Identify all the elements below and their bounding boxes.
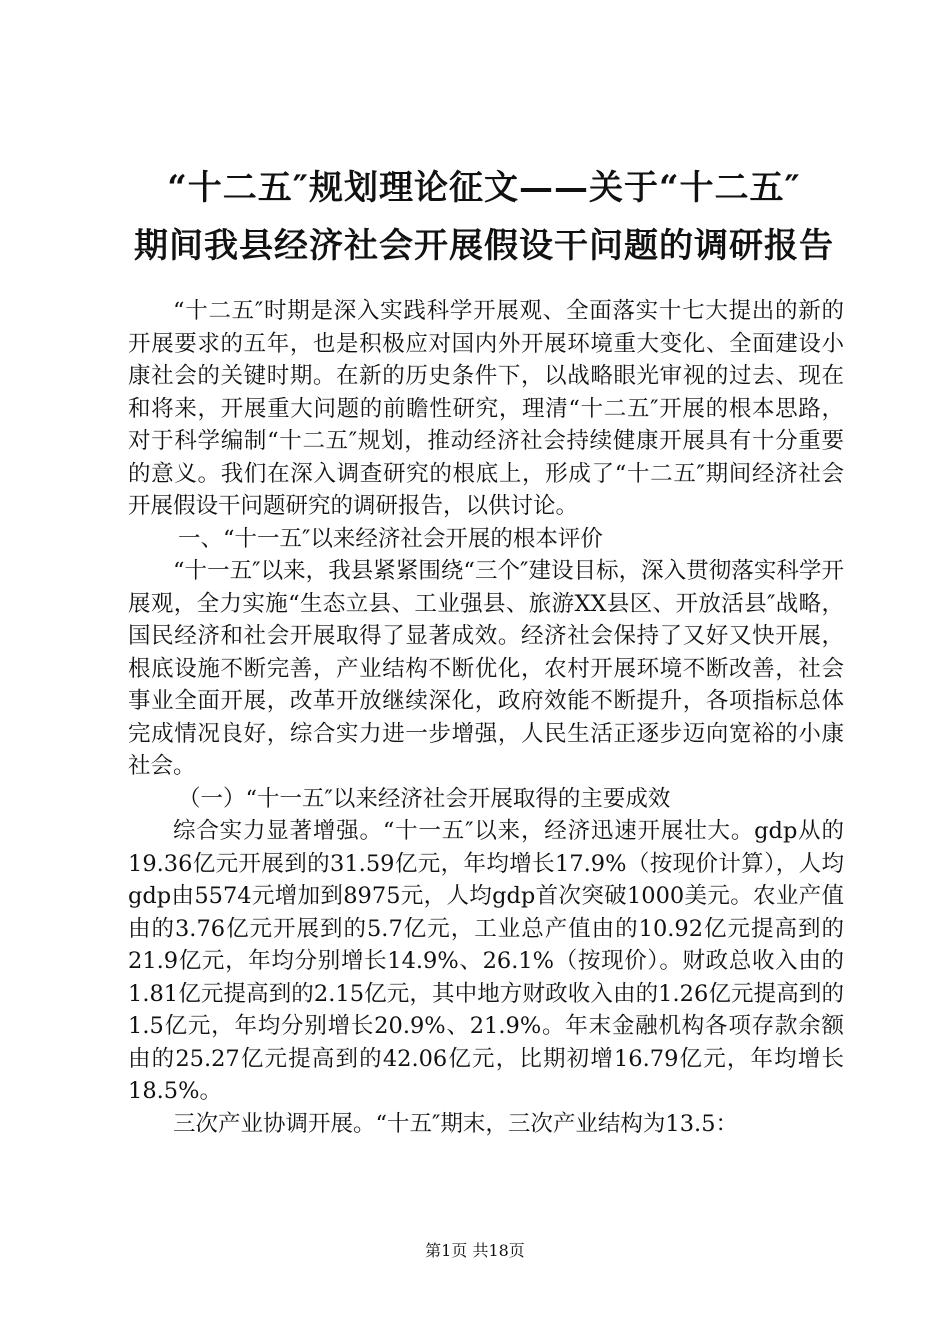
intro-paragraph: “十二五″时期是深入实践科学开展观、全面落实十七大提出的新的开展要求的五年，也是积极应对国内外开展环境重大变化、全面建设小康社会的关键时期。在新的历史条件下，以战略眼光审视的过去、现在和将来，开展重大问题的前瞻性研究，理清“十二五″开展的根本思路，对于科学编制“十二五″规划，推动经济社会持续健康开展具有十分重要的意义。我们在深入调查研究的根底上，形成了“十二五″期间经济社会开展假设干问题研究的调研报告，以供讨论。 xyxy=(128,298,844,519)
strength-paragraph: 综合实力显著增强。“十一五″以来，经济迅速开展壮大。gdp从的19.36亿元开展到的31.59亿元，年均增长17.9%（按现价计算），人均gdp由5574元增加到8975元，人均gdp首次突破1000美元。农业产值由的3.76亿元开展到的5.7亿元，工业总产值由的10.92亿元提高到的21.9亿元，年均分别增长14.9%、26.1%（按现价）。财政总收入由的1.81亿元提高到的2.15亿元，其中地方财政收入由的1.26亿元提高到的1.5亿元，年均分别增长20.9%、21.9%。年末金融机构各项存款余额由的25.27亿元提高到的42.06亿元，比期初增16.79亿元，年均增长18.5%。 xyxy=(128,818,844,1104)
industry-paragraph: 三次产业协调开展。“十五″期末，三次产业结构为13.5： xyxy=(173,1110,739,1137)
page-number-footer: 第1页 共18页 xyxy=(425,1241,525,1260)
evaluation-paragraph: “十一五″以来，我县紧紧围绕“三个″建设目标，深入贯彻落实科学开展观，全力实施“生态立县、工业强县、旅游XX县区、开放活县″战略，国民经济和社会开展取得了显著成效。经济社会保持了又好又快开展，根底设施不断完善，产业结构不断优化，农村开展环境不断改善，社会事业全面开展，改革开放继续深化，政府效能不断提升，各项指标总体完成情况良好，综合实力进一步增强，人民生活正逐步迈向宽裕的小康社会。 xyxy=(128,558,844,779)
document-title-line-2: 期间我县经济社会开展假设干问题的调研报告 xyxy=(134,226,834,266)
section-heading-1: 一、“十一五″以来经济社会开展的根本评价 xyxy=(178,525,603,552)
subsection-heading-1: （一）“十一五″以来经济社会开展取得的主要成效 xyxy=(178,785,671,812)
document-title-line-1: “十二五″规划理论征文——关于“十二五″ xyxy=(167,168,801,208)
document-body xyxy=(128,295,844,1140)
